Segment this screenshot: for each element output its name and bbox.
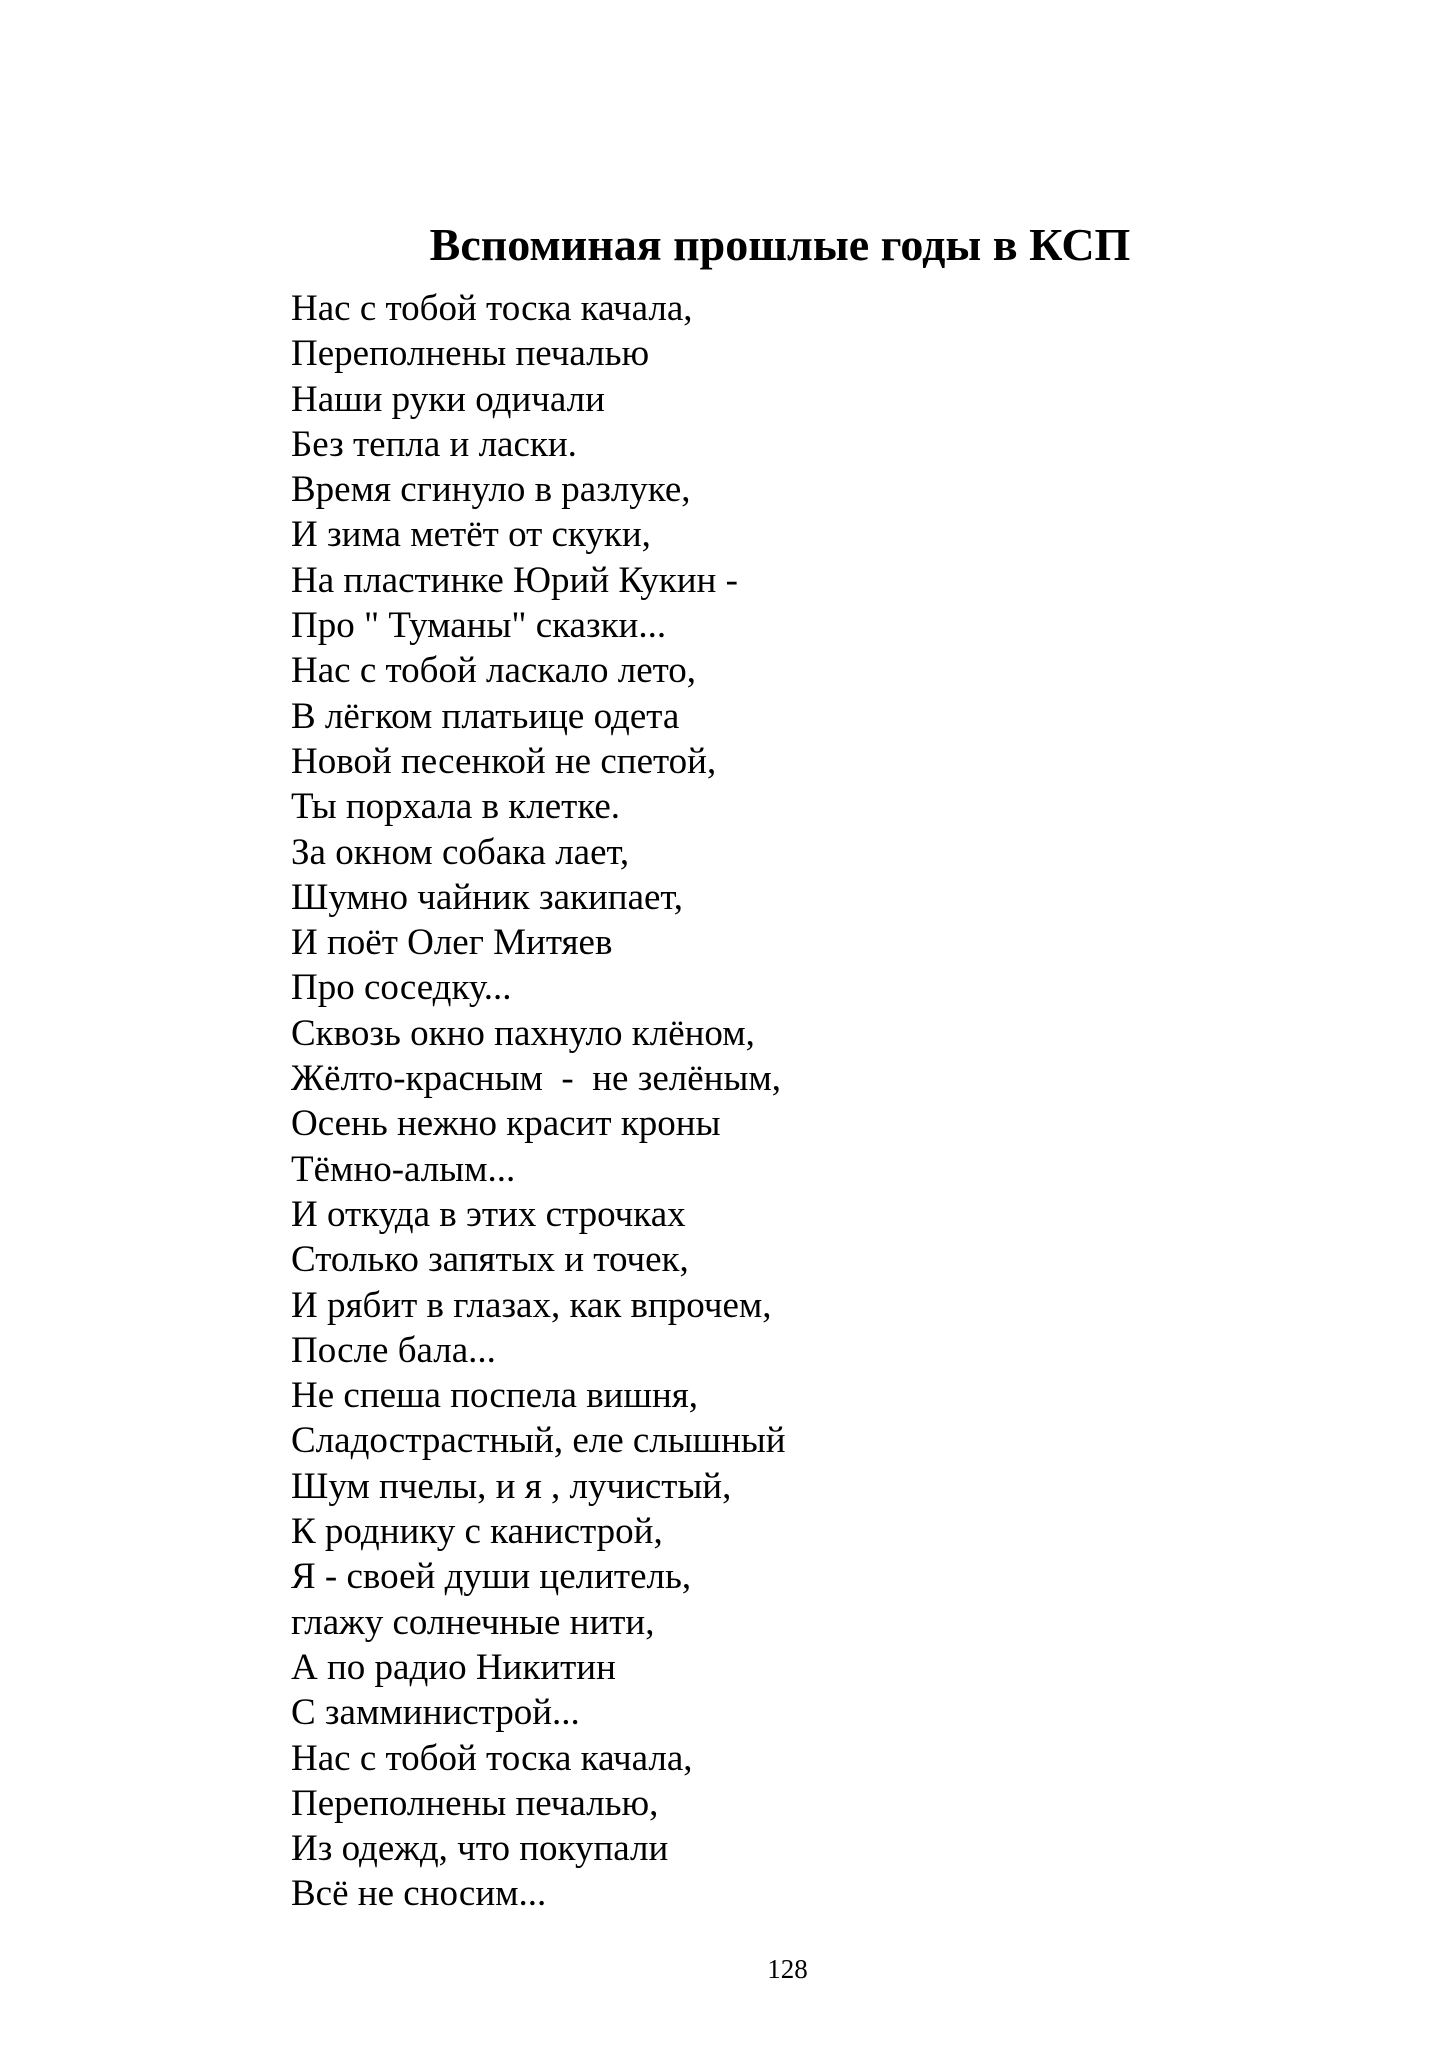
poem-line: Я - своей души целитель, xyxy=(291,1556,692,1598)
poem-line: Нас с тобой ласкало лето, xyxy=(291,650,697,692)
poem-line: Переполнены печалью, xyxy=(291,1782,659,1824)
poem-line: глажу солнечные нити, xyxy=(291,1601,655,1643)
poem-line: Про " Туманы" сказки... xyxy=(291,605,667,647)
poem-line: И рябит в глазах, как впрочем, xyxy=(291,1284,772,1326)
poem-line: Нас с тобой тоска качала, xyxy=(291,1737,693,1779)
poem-line: И поёт Олег Митяев xyxy=(291,922,613,964)
page-title: Вспоминая прошлые годы в КСП xyxy=(429,218,1131,270)
poem-line: Наши руки одичали xyxy=(291,378,605,420)
poem-line: Шум пчелы, и я , лучистый, xyxy=(291,1465,732,1507)
poem-line: И зима метёт от скуки, xyxy=(291,514,651,556)
poem-line: Не спеша поспела вишня, xyxy=(291,1375,699,1417)
page-number: 128 xyxy=(767,1954,808,1984)
poem-body xyxy=(291,286,786,1917)
poem-line: На пластинке Юрий Кукин - xyxy=(291,559,738,601)
poem-line: Из одежд, что покупали xyxy=(291,1828,669,1870)
poem-line: Ты порхала в клетке. xyxy=(291,786,621,828)
poem-line: Про соседку... xyxy=(291,967,512,1009)
poem-line: Тёмно-алым... xyxy=(291,1148,516,1190)
poem-line: И откуда в этих строчках xyxy=(291,1193,686,1235)
poem-line: В лёгком платьице одета xyxy=(291,695,680,737)
poem-line: Всё не сносим... xyxy=(291,1873,547,1915)
poem-line: Осень нежно красит кроны xyxy=(291,1103,721,1145)
poem-line: После бала... xyxy=(291,1329,496,1371)
poem-line: Без тепла и ласки. xyxy=(291,423,577,465)
poem-line: Нас с тобой тоска качала, xyxy=(291,288,693,329)
poem-line: Сладострастный, еле слышный xyxy=(291,1420,786,1462)
poem-line: Сквозь окно пахнуло клёном, xyxy=(291,1012,755,1054)
poem-line: К роднику с канистрой, xyxy=(291,1511,663,1553)
poem-line: Жёлто-красным - не зелёным, xyxy=(291,1058,781,1100)
poem-line: Шумно чайник закипает, xyxy=(291,876,684,918)
poem-line: За окном собака лает, xyxy=(291,831,630,873)
poem-line: А по радио Никитин xyxy=(291,1646,616,1688)
poem-line: Столько запятых и точек, xyxy=(291,1239,689,1281)
poem-line: Переполнены печалью xyxy=(291,333,650,375)
poem-line: Новой песенкой не спетой, xyxy=(291,740,717,782)
poem-line: С замминистрой... xyxy=(291,1692,580,1734)
poem-line: Время сгинуло в разлуке, xyxy=(291,469,691,511)
